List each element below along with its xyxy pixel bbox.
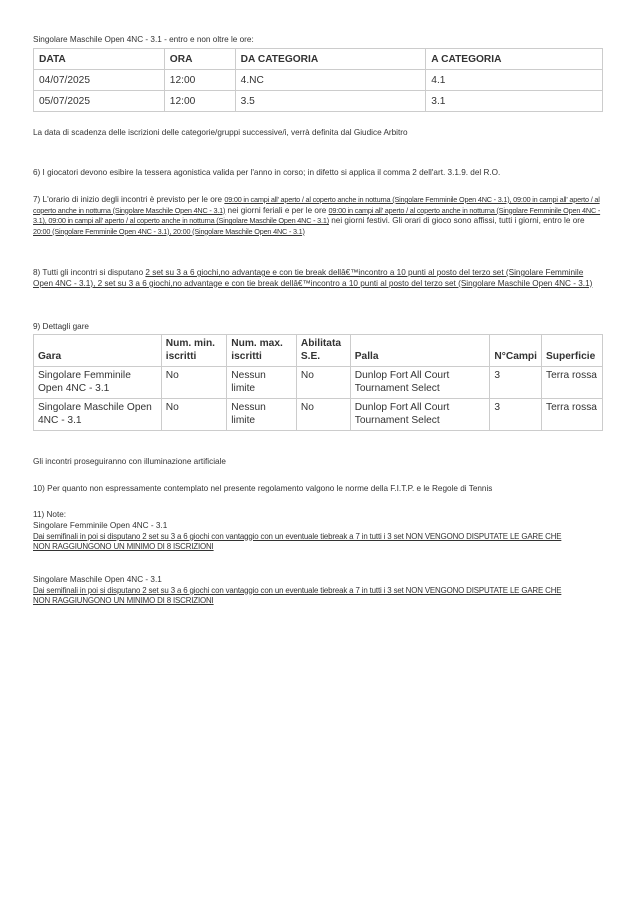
p7-holiday-hours: 09:00 in campi all' aperto / al coperto anche in notturna (Singolare Femminile Open 4NC - 3.1), 09:00 in campi all' aperto / al coperto anche in notturna (Singolare Maschile Open 4NC - 3.1) [33,205,601,226]
cell-data: 04/07/2025 [34,70,165,91]
table-row [34,367,603,399]
cell-num-max: Nessun limite [227,367,297,399]
cell-num-min: No [161,367,227,399]
deadline-note: La data di scadenza delle iscrizioni delle categorie/gruppi successive/i, verrà definita dal Giudice Arbitro [33,128,408,137]
cell-gara: Singolare Maschile Open 4NC - 3.1 [34,399,162,431]
col-header-ora: ORA [164,49,235,70]
paragraph-6: 6) I giocatori devono esibire la tessera agonistica valida per l'anno in corso; in difetto si applica il comma 2 dell'art. 3.1.9. del R.O. [33,168,501,177]
note-title: Singolare Femminile Open 4NC - 3.1 [33,521,168,530]
p11-title: 11) Note: [33,510,67,519]
cell-abilitata: No [296,399,350,431]
note-text: Dai semifinali in poi si disputano 2 set su 3 a 6 giochi con vantaggio con un eventuale tiebreak a 7 in tutti i 3 set NON VENGONO DISPUTATE LE GARE CHE NON RAGGIUNGONO UN MINIMO DI 8 ISCRIZIONI [33,585,562,606]
col-header-da-categoria: DA CATEGORIA [235,49,426,70]
col-header-palla: Palla [350,335,490,367]
table-row [34,91,603,112]
dates-table [33,48,603,112]
table-header-row [34,49,603,70]
p8-intro: 8) Tutti gli incontri si disputano [33,268,146,277]
col-header-superficie: Superficie [542,335,603,367]
col-header-data: DATA [34,49,165,70]
cell-da-categoria: 4.NC [235,70,426,91]
note-text: Dai semifinali in poi si disputano 2 set su 3 a 6 giochi con vantaggio con un eventuale tiebreak a 7 in tutti i 3 set NON VENGONO DISPUTATE LE GARE CHE NON RAGGIUNGONO UN MINIMO DI 8 ISCRIZIONI [33,531,562,552]
col-header-abilitata: Abilitata S.E. [296,335,350,367]
cell-gara: Singolare Femminile Open 4NC - 3.1 [34,367,162,399]
cell-a-categoria: 4.1 [426,70,603,91]
table-row [34,399,603,431]
paragraph-10: 10) Per quanto non espressamente contemplato nel presente regolamento valgono le norme della F.I.T.P. e le Regole di Tennis [33,484,493,493]
cell-palla: Dunlop Fort All Court Tournament Select [350,367,490,399]
cell-palla: Dunlop Fort All Court Tournament Select [350,399,490,431]
cell-num-max: Nessun limite [227,399,297,431]
col-header-num-min: Num. min. iscritti [161,335,227,367]
paragraph-7 [33,195,603,237]
note-block [33,575,573,607]
table-row [34,70,603,91]
gare-table [33,334,603,431]
col-header-a-categoria: A CATEGORIA [426,49,603,70]
cell-ora: 12:00 [164,91,235,112]
cell-superficie: Terra rossa [542,367,603,399]
col-header-gara: Gara [34,335,162,367]
paragraph-8 [33,268,603,289]
lighting-note: Gli incontri proseguiranno con illuminazione artificiale [33,457,226,466]
table-header-row [34,335,603,367]
p8-format: 2 set su 3 a 6 giochi,no advantage e con tie break dellâ€™incontro a 10 punti al posto del terzo set (Singolare Femminile Open 4NC - 3.1), 2 set su 3 a 6 giochi,no advantage e con tie break dellâ€™incontro a 10 punti al posto del terzo set (Singolare Maschile Open 4NC - 3.1) [33,268,593,288]
cell-abilitata: No [296,367,350,399]
note-block [33,521,573,553]
cell-ora: 12:00 [164,70,235,91]
cell-a-categoria: 3.1 [426,91,603,112]
p7-weekday-hours: 09:00 in campi all' aperto / al coperto anche in notturna (Singolare Femminile Open 4NC - 3.1), 09:00 in campi all' aperto / al coperto anche in notturna (Singolare Maschile Open 4NC - 3.1) [33,195,600,215]
p7-posting-hours: 20:00 (Singolare Femminile Open 4NC - 3.1), 20:00 (Singolare Maschile Open 4NC - 3.1) [33,226,305,236]
p7-schedule-text: nei giorni festivi. Gli orari di gioco sono affissi, tutti i giorni, entro le ore [328,216,585,226]
note-title: Singolare Maschile Open 4NC - 3.1 [33,575,162,584]
p7-intro: 7) L'orario di inizio degli incontri è previsto per le ore [33,195,225,204]
cell-superficie: Terra rossa [542,399,603,431]
col-header-campi: N°Campi [490,335,542,367]
cell-data: 05/07/2025 [34,91,165,112]
dates-title: Singolare Maschile Open 4NC - 3.1 - entro e non oltre le ore: [33,35,254,44]
p7-mid: nei giorni feriali e per le ore [225,205,329,215]
cell-da-categoria: 3.5 [235,91,426,112]
p9-title: 9) Dettagli gare [33,322,89,331]
cell-num-min: No [161,399,227,431]
cell-campi: 3 [490,367,542,399]
col-header-num-max: Num. max. iscritti [227,335,297,367]
cell-campi: 3 [490,399,542,431]
